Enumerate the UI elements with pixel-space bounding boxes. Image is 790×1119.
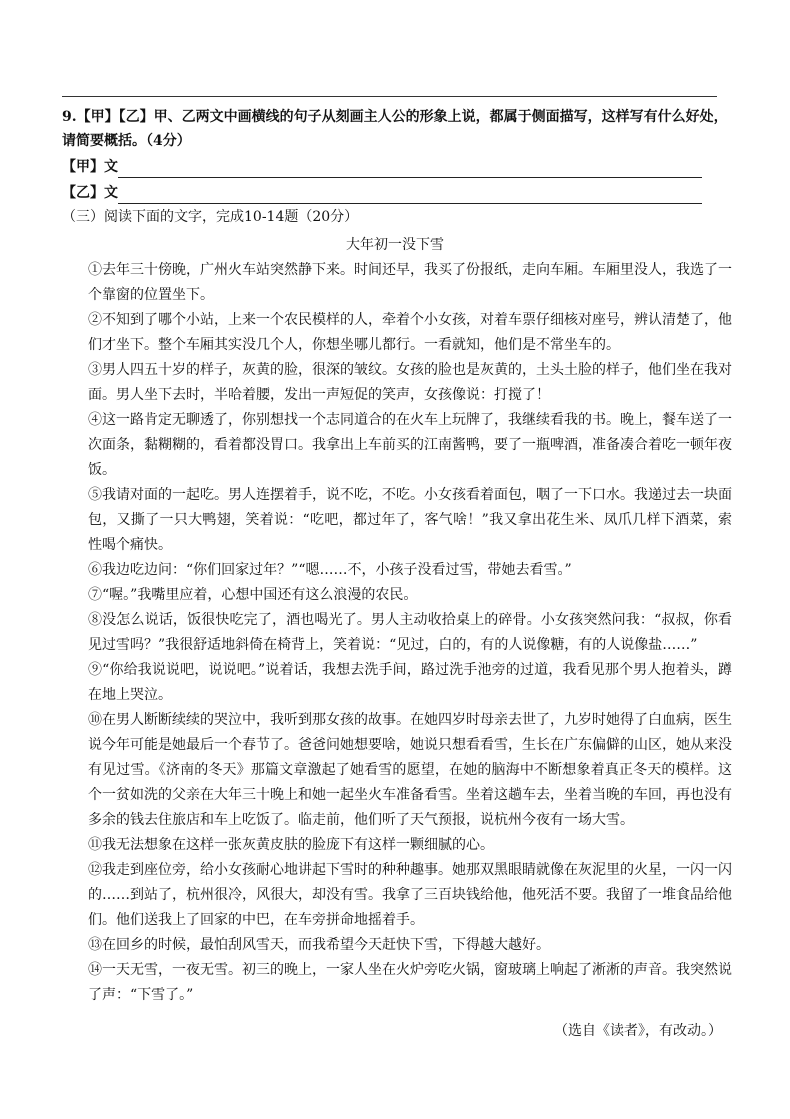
answer-jia-row	[62, 156, 702, 178]
answer-yi-label: 【乙】文	[62, 185, 118, 201]
paragraph-9: ⑨“你给我说说吧，说说吧。”说着话，我想去洗手间，路过洗手池旁的过道，我看见那个男人抱着头，蹲在地上哭泣。	[88, 662, 732, 703]
article-title: 大年初一没下雪	[346, 237, 444, 253]
article-body	[62, 258, 732, 1008]
paragraph-6: ⑥我边吃边问：“你们回家过年？”“嗯……不，小孩子没看过雪，带她去看雪。”	[88, 562, 572, 578]
paragraph-11: ⑪我无法想象在这样一张灰黄皮肤的脸庞下有这样一颗细腻的心。	[88, 837, 494, 853]
answer-jia-label: 【甲】文	[62, 159, 118, 175]
question-9-line2: 请简要概括。（4分）	[62, 133, 191, 149]
answer-yi-row	[62, 182, 702, 204]
source-note: （选自《读者》，有改动。）	[554, 1023, 722, 1039]
paragraph-4: ④这一路肯定无聊透了，你别想找一个志同道合的在火车上玩牌了，我继续看我的书。晚上，餐车送了一次面条，黏糊糊的，看着都没胃口。我拿出上车前买的江南酱鸭，要了一瓶啤酒，准备凑合着吃一顿年夜饭。	[88, 412, 732, 478]
paragraph-8: ⑧没怎么说话，饭很快吃完了，酒也喝光了。男人主动收拾桌上的碎骨。小女孩突然问我：“叔叔，你看见过雪吗？”我很舒适地斜倚在椅背上，笑着说：“见过，白的，有的人说像糖，有的人说像盐……”	[88, 612, 732, 653]
answer-jia-blank[interactable]	[118, 161, 702, 178]
paragraph-7: ⑦“喔。”我嘴里应着，心想中国还有这么浪漫的农民。	[88, 587, 418, 603]
paragraph-1: ①去年三十傍晚，广州火车站突然静下来。时间还早，我买了份报纸，走向车厢。车厢里没人，我选了一个靠窗的位置坐下。	[88, 262, 732, 303]
answer-yi-blank[interactable]	[118, 187, 702, 204]
question-9-line1: 9.【甲】【乙】甲、乙两文中画横线的句子从刻画主人公的形象上说，都属于侧面描写，这样写有什么好处，	[62, 109, 728, 125]
paragraph-14: ⑭一天无雪，一夜无雪。初三的晚上，一家人坐在火炉旁吃火锅，窗玻璃上响起了淅淅的声音。我突然说了声：“下雪了。”	[88, 962, 732, 1003]
paragraph-2: ②不知到了哪个小站，上来一个农民模样的人，牵着个小女孩，对着车票仔细核对座号，辨认清楚了，他们才坐下。整个车厢其实没几个人，你想坐哪儿都行。一看就知，他们是不常坐车的。	[88, 312, 732, 353]
paragraph-5: ⑤我请对面的一起吃。男人连摆着手，说不吃，不吃。小女孩看着面包，咽了一下口水。我递过去一块面包，又撕了一只大鸭翅，笑着说：“吃吧，都过年了，客气啥！”我又拿出花生米、凤爪几样下酒菜，索性喝个痛快。	[88, 487, 732, 553]
paragraph-13: ⑬在回乡的时候，最怕刮风雪天，而我希望今天赶快下雪，下得越大越好。	[88, 937, 550, 953]
paragraph-12: ⑫我走到座位旁，给小女孩耐心地讲起下雪时的种种趣事。她那双黑眼睛就像在灰泥里的火星，一闪一闪的……到站了，杭州很冷，风很大，却没有雪。我拿了三百块钱给他，他死活不要。我留了一堆食品给他们。他们送我上了回家的中巴，在车旁拼命地摇着手。	[88, 862, 732, 928]
paragraph-3: ③男人四五十岁的样子，灰黄的脸，很深的皱纹。女孩的脸也是灰黄的，土头土脸的样子，他们坐在我对面。男人坐下去时，半哈着腰，发出一声短促的笑声，女孩像说：打搅了！	[88, 362, 732, 403]
section-3-heading: （三）阅读下面的文字，完成10-14题（20分）	[62, 209, 359, 225]
top-divider	[62, 96, 717, 97]
paragraph-10: ⑩在男人断断续续的哭泣中，我听到那女孩的故事。在她四岁时母亲去世了，九岁时她得了白血病，医生说今年可能是她最后一个春节了。爸爸问她想要啥，她说只想看看雪，生长在广东偏僻的山区，她从来没有见过雪。《济南的冬天》那篇文章激起了她看雪的愿望，在她的脑海中不断想象着真正冬天的模样。这个一贫如洗的父亲在大年三十晚上和她一起坐火车准备看雪。坐着这趟车去，坐着当晚的车回，再也没有多余的钱去住旅店和车上吃饭了。临走前，他们听了天气预报，说杭州今夜有一场大雪。	[88, 712, 732, 828]
